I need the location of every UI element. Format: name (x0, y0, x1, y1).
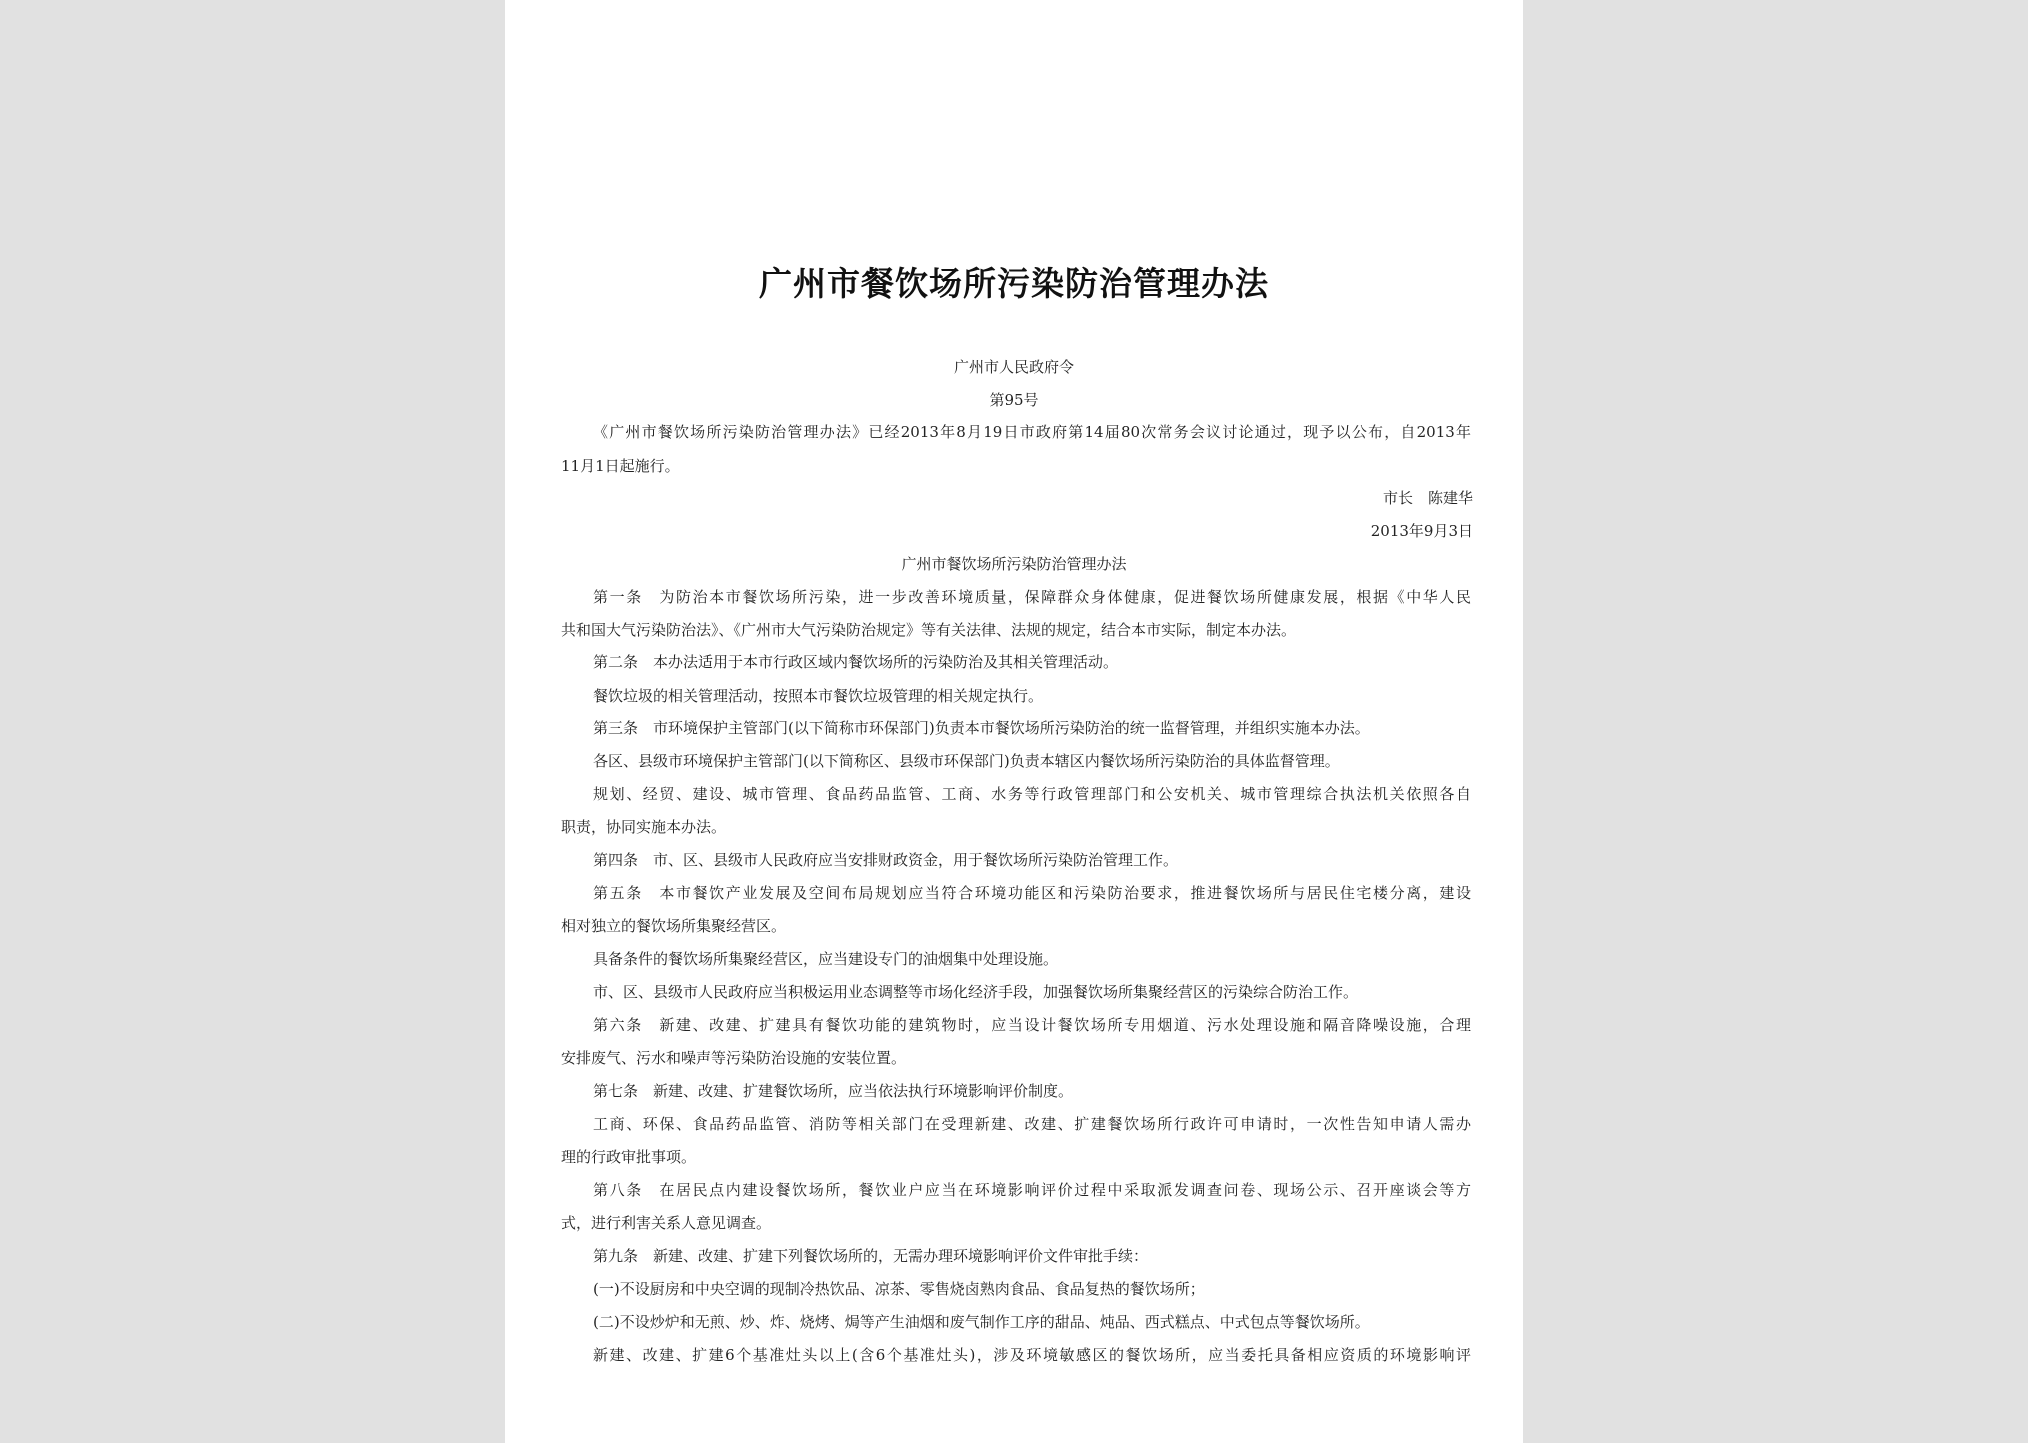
issuer-line: 广州市人民政府令 (953, 358, 1074, 376)
document-title: 广州市餐饮场所污染防治管理办法 (759, 264, 1269, 303)
issue-date: 2013年9月3日 (1370, 522, 1473, 540)
document-page (505, 0, 1523, 1443)
article-line: 安排废气、污水和噪声等污染防治设施的安装位置。 (561, 1049, 907, 1067)
article-line: 第五条 本市餐饮产业发展及空间布局规划应当符合环境功能区和污染防治要求，推进餐饮场所与居民住宅楼分离，建设 (593, 884, 1471, 902)
article-line: 共和国大气污染防治法》、《广州市大气污染防治规定》等有关法律、法规的规定，结合本市实际，制定本办法。 (561, 621, 1297, 639)
article-line: 理的行政审批事项。 (561, 1148, 697, 1166)
order-number: 第95号 (989, 391, 1039, 409)
article-line: 第八条 在居民点内建设餐饮场所，餐饮业户应当在环境影响评价过程中采取派发调查问卷、现场公示、召开座谈会等方 (593, 1181, 1471, 1199)
article-line: 第二条 本办法适用于本市行政区域内餐饮场所的污染防治及其相关管理活动。 (593, 653, 1119, 671)
article-line: 第三条 市环境保护主管部门(以下简称市环保部门)负责本市餐饮场所污染防治的统一监督管理，并组织实施本办法。 (593, 719, 1370, 737)
article-line: 市、区、县级市人民政府应当积极运用业态调整等市场化经济手段，加强餐饮场所集聚经营区的污染综合防治工作。 (593, 983, 1359, 1001)
article-line: 式，进行利害关系人意见调查。 (561, 1214, 772, 1232)
article-line: 第九条 新建、改建、扩建下列餐饮场所的，无需办理环境影响评价文件审批手续： (593, 1247, 1149, 1265)
article-line: 第七条 新建、改建、扩建餐饮场所，应当依法执行环境影响评价制度。 (593, 1082, 1074, 1100)
article-line: 工商、环保、食品药品监管、消防等相关部门在受理新建、改建、扩建餐饮场所行政许可申请时，一次性告知申请人需办 (593, 1115, 1471, 1133)
article-line: (二)不设炒炉和无煎、炒、炸、烧烤、焗等产生油烟和废气制作工序的甜品、炖品、西式糕点、中式包点等餐饮场所。 (593, 1313, 1370, 1331)
article-line: 各区、县级市环境保护主管部门(以下简称区、县级市环保部门)负责本辖区内餐饮场所污染防治的具体监督管理。 (593, 752, 1340, 770)
article-line: 餐饮垃圾的相关管理活动，按照本市餐饮垃圾管理的相关规定执行。 (593, 687, 1044, 705)
regulation-subtitle: 广州市餐饮场所污染防治管理办法 (901, 555, 1127, 573)
article-line: 具备条件的餐饮场所集聚经营区，应当建设专门的油烟集中处理设施。 (593, 950, 1059, 968)
preamble-line: 《广州市餐饮场所污染防治管理办法》已经2013年8月19日市政府第14届80次常务会议讨论通过，现予以公布，自2013年 (593, 423, 1471, 441)
preamble-line: 11月1日起施行。 (561, 457, 680, 475)
article-line: 相对独立的餐饮场所集聚经营区。 (561, 917, 787, 935)
article-line: 新建、改建、扩建6个基准灶头以上(含6个基准灶头)，涉及环境敏感区的餐饮场所，应当委托具备相应资质的环境影响评 (593, 1346, 1471, 1364)
article-line: 第一条 为防治本市餐饮场所污染，进一步改善环境质量，保障群众身体健康，促进餐饮场所健康发展，根据《中华人民 (593, 588, 1471, 606)
article-line: 职责，协同实施本办法。 (561, 818, 727, 836)
article-line: (一)不设厨房和中央空调的现制冷热饮品、凉茶、零售烧卤熟肉食品、食品复热的餐饮场所； (593, 1280, 1205, 1298)
signer: 市长 陈建华 (1382, 489, 1473, 507)
article-line: 第四条 市、区、县级市人民政府应当安排财政资金，用于餐饮场所污染防治管理工作。 (593, 851, 1179, 869)
article-line: 规划、经贸、建设、城市管理、食品药品监管、工商、水务等行政管理部门和公安机关、城市管理综合执法机关依照各自 (593, 785, 1471, 803)
article-line: 第六条 新建、改建、扩建具有餐饮功能的建筑物时，应当设计餐饮场所专用烟道、污水处理设施和隔音降噪设施，合理 (593, 1016, 1471, 1034)
